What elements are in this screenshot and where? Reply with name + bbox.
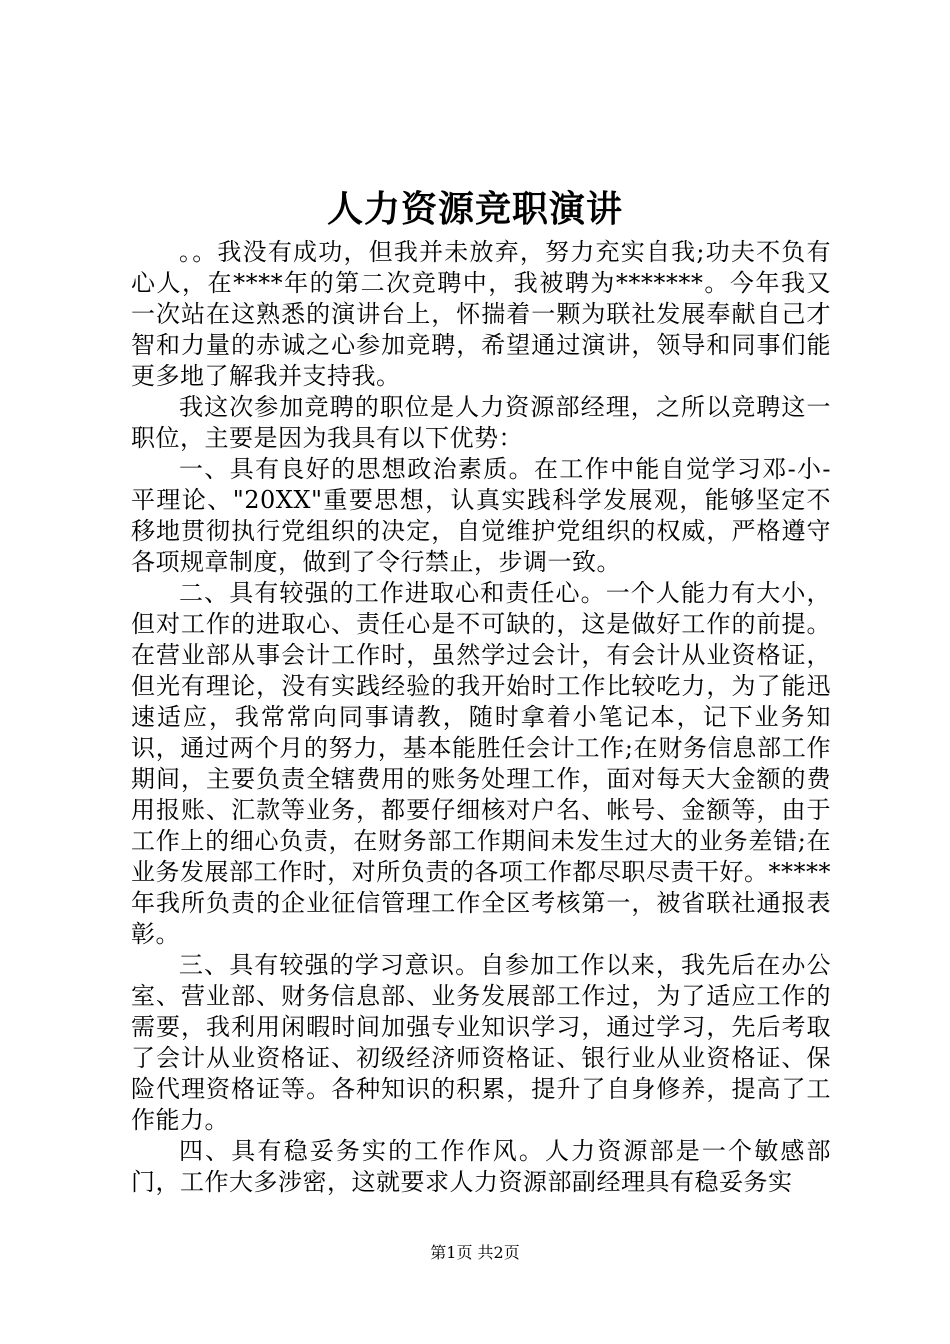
paragraph: 我这次参加竞聘的职位是人力资源部经理，之所以竞聘这一职位，主要是因为我具有以下优势：	[131, 393, 831, 452]
paragraph: 。。我没有成功，但我并未放弃，努力充实自我;功夫不负有心人，在****年的第二次竞聘中，我被聘为*******。今年我又一次站在这熟悉的演讲台上，怀揣着一颗为联社发展奉献自己才智和力量的赤诚之心参加竞聘，希望通过演讲，领导和同事们能更多地了解我并支持我。	[131, 238, 831, 390]
page-title: 人力资源竞职演讲	[326, 188, 623, 230]
paragraph: 二、具有较强的工作进取心和责任心。一个人能力有大小，但对工作的进取心、责任心是不可缺的，这是做好工作的前提。在营业部从事会计工作时，虽然学过会计，有会计从业资格证，但光有理论，没有实践经验的我开始时工作比较吃力，为了能迅速适应，我常常向同事请教，随时拿着小笔记本，记下业务知识，通过两个月的努力，基本能胜任会计工作;在财务信息部工作期间，主要负责全辖费用的账务处理工作，面对每天大金额的费用报账、汇款等业务，都要仔细核对户名、帐号、金额等，由于工作上的细心负责，在财务部工作期间未发生过大的业务差错;在业务发展部工作时，对所负责的各项工作都尽职尽责干好。*****年我所负责的企业征信管理工作全区考核第一，被省联社通报表彰。	[131, 579, 831, 948]
paragraph: 一、具有良好的思想政治素质。在工作中能自觉学习邓-小-平理论、"20XX"重要思想，认真实践科学发展观，能够坚定不移地贯彻执行党组织的决定，自觉维护党组织的权威，严格遵守各项规章制度，做到了令行禁止，步调一致。	[131, 455, 831, 576]
page-footer: 第1页 共2页	[430, 1243, 520, 1262]
paragraph: 四、具有稳妥务实的工作作风。人力资源部是一个敏感部门，工作大多涉密，这就要求人力资源部副经理具有稳妥务实	[131, 1137, 831, 1196]
document-body	[131, 237, 831, 1198]
paragraph: 三、具有较强的学习意识。自参加工作以来，我先后在办公室、营业部、财务信息部、业务发展部工作过，为了适应工作的需要，我利用闲暇时间加强专业知识学习，通过学习，先后考取了会计从业资格证、初级经济师资格证、银行业从业资格证、保险代理资格证等。各种知识的积累，提升了自身修养，提高了工作能力。	[131, 951, 831, 1134]
